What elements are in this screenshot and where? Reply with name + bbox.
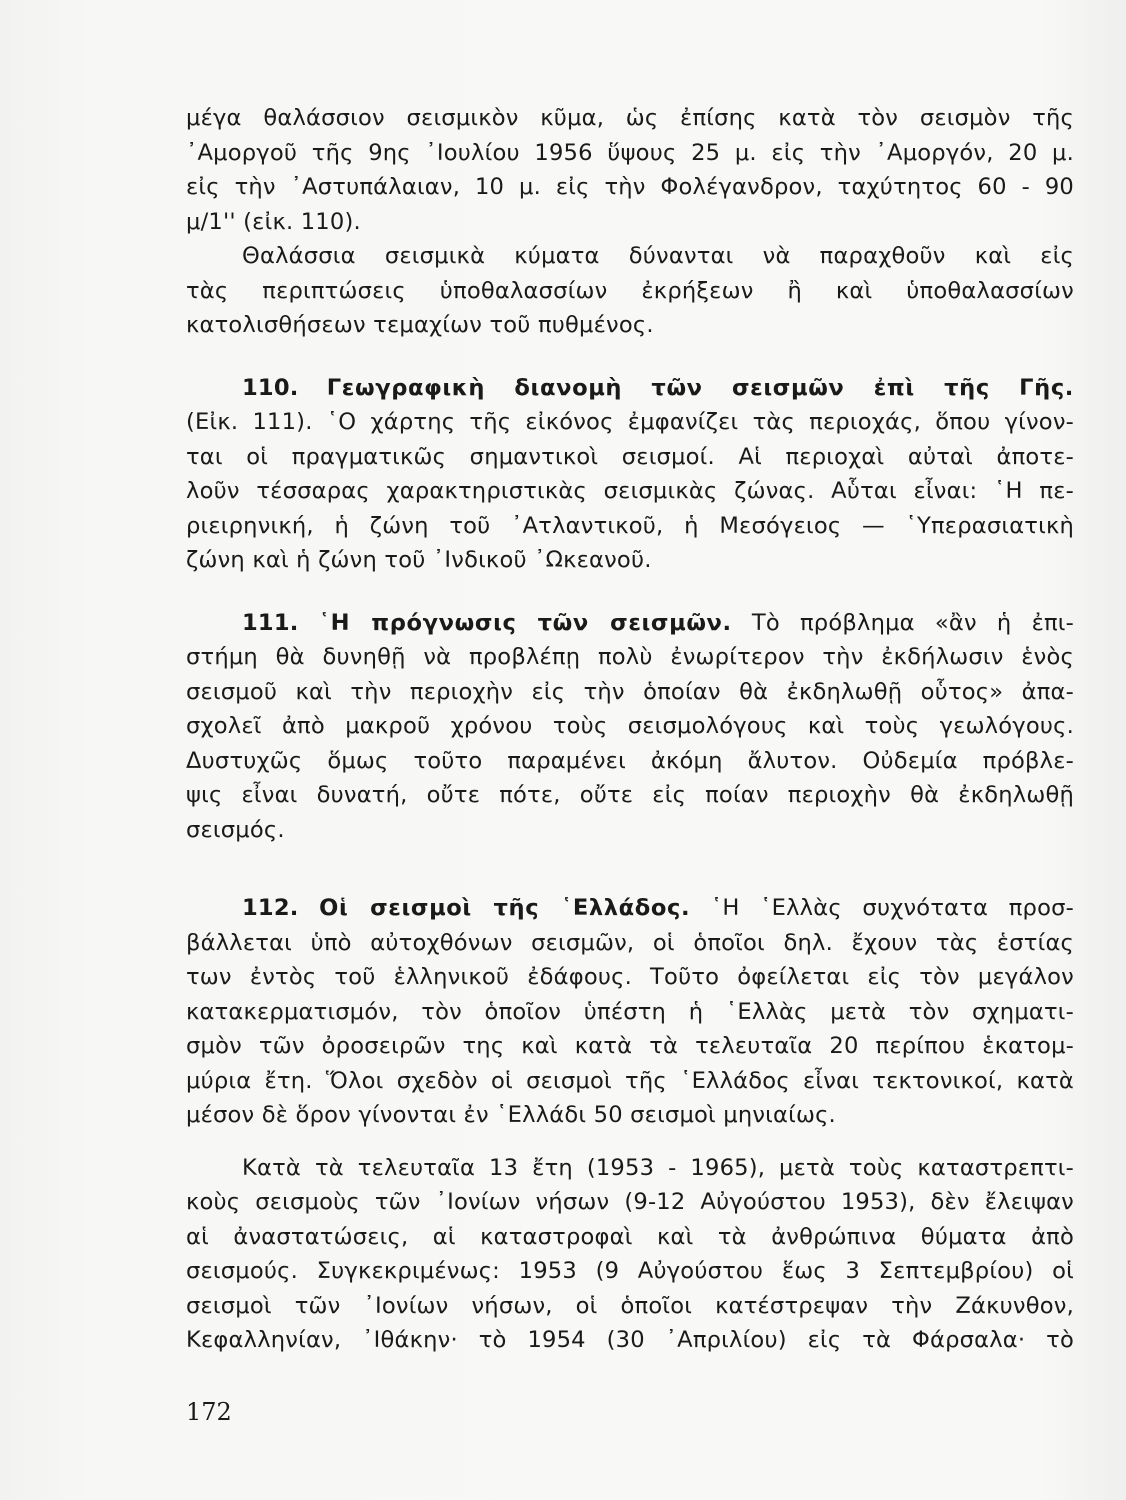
section-number: 111.	[242, 609, 299, 636]
text-line: σεισμούς. Συγκεκριμένως: 1953 (9 Αὐγούστου ἕως 3 Σεπτεμβρίου) οἱ	[186, 1258, 1074, 1284]
text-column	[186, 101, 1074, 1358]
section-first-line-rest: ῾Η ῾Ελλὰς συχνότατα προσ-	[710, 895, 1074, 921]
text-line: σμὸν τῶν ὀροσειρῶν της καὶ κατὰ τὰ τελευταῖα 20 περίπου ἑκατομ-	[186, 1033, 1074, 1059]
section-112	[186, 891, 1074, 1133]
text-line: βάλλεται ὑπὸ αὐτοχθόνων σεισμῶν, οἱ ὁποῖοι δηλ. ἔχουν τὰς ἑστίας	[186, 929, 1074, 956]
section-heading-line	[186, 371, 1074, 406]
text-line: μ/1'' (εἰκ. 110).	[186, 208, 361, 235]
text-line: τὰς περιπτώσεις ὑποθαλασσίων ἐκρήξεων ἢ καὶ ὑποθαλασσίων	[186, 277, 1074, 304]
section-first-line-rest: Τὸ πρόβλημα «ἂν ἡ ἐπι-	[751, 609, 1074, 636]
text-line: κατολισθήσεων τεμαχίων τοῦ πυθμένος.	[186, 312, 654, 338]
section-heading-line	[186, 891, 1074, 926]
text-line: (Εἰκ. 111). ῾Ο χάρτης τῆς εἰκόνος ἐμφανίζει τὰς περιοχάς, ὅπου γίνον-	[186, 409, 1074, 435]
spacer	[186, 343, 1074, 371]
section-number: 110.	[242, 374, 299, 401]
text-line: κοὺς σεισμοὺς τῶν ᾿Ιονίων νήσων (9-12 Αὐγούστου 1953), δὲν ἔλειψαν	[186, 1189, 1074, 1215]
text-line: σεισμός.	[186, 816, 285, 843]
text-line: Δυστυχῶς ὅμως τοῦτο παραμένει ἀκόμη ἄλυτον. Οὐδεμία πρόβλε-	[186, 747, 1074, 774]
paragraph-tsunami	[186, 239, 1074, 343]
text-line: λοῦν τέσσαρας χαρακτηριστικὰς σεισμικὰς ζώνας. Αὗται εἶναι: ῾Η πε-	[186, 478, 1074, 504]
text-line: σεισμοὶ τῶν ᾿Ιονίων νήσων, οἱ ὁποῖοι κατέστρεψαν τὴν Ζάκυνθον,	[186, 1292, 1074, 1319]
section-heading: Γεωγραφικὴ διανομὴ τῶν σεισμῶν ἐπὶ τῆς Γῆς.	[326, 374, 1074, 401]
text-line: σεισμοῦ καὶ τὴν περιοχὴν εἰς τὴν ὁποίαν θὰ ἐκδηλωθῇ οὗτος» ἀπα-	[186, 678, 1074, 705]
section-number: 112.	[242, 895, 299, 921]
page-number: 172	[186, 1398, 232, 1426]
spacer	[186, 847, 1074, 891]
section-110	[186, 371, 1074, 578]
text-line: μύρια ἔτη. Ὅλοι σχεδὸν οἱ σεισμοὶ τῆς ῾Ελλάδος εἶναι τεκτονικοί, κατὰ	[186, 1067, 1074, 1094]
text-line: μέσον δὲ ὅρον γίνονται ἐν ῾Ελλάδι 50 σεισμοὶ μηνιαίως.	[186, 1102, 836, 1128]
text-line: εἰς τὴν ᾿Αστυπάλαιαν, 10 μ. εἰς τὴν Φολέγανδρον, ταχύτητος 60 - 90	[186, 174, 1074, 200]
paragraph-recent-earthquakes	[186, 1151, 1074, 1358]
text-line: αἱ ἀναστατώσεις, αἱ καταστροφαὶ καὶ τὰ ἀνθρώπινα θύματα ἀπὸ	[186, 1223, 1074, 1250]
text-line: ριειρηνική, ἡ ζώνη τοῦ ᾿Ατλαντικοῦ, ἡ Μεσόγειος — ῾Υπερασιατικὴ	[186, 512, 1074, 539]
text-line: μέγα θαλάσσιον σεισμικὸν κῦμα, ὡς ἐπίσης κατὰ τὸν σεισμὸν τῆς	[186, 105, 1074, 131]
text-line: Κεφαλληνίαν, ᾿Ιθάκην· τὸ 1954 (30 ᾿Απριλίου) εἰς τὰ Φάρσαλα· τὸ	[186, 1327, 1074, 1353]
text-line: στήμη θὰ δυνηθῇ νὰ προβλέπῃ πολὺ ἐνωρίτερον τὴν ἐκδήλωσιν ἑνὸς	[186, 644, 1074, 670]
text-line: ψις εἶναι δυνατή, οὔτε πότε, οὔτε εἰς ποίαν περιοχὴν θὰ ἐκδηλωθῇ	[186, 782, 1074, 808]
text-line: ζώνη καὶ ἡ ζώνη τοῦ ᾿Ινδικοῦ ᾿Ωκεανοῦ.	[186, 547, 652, 573]
spacer	[186, 578, 1074, 606]
text-line: ται οἱ πραγματικῶς σημαντικοὶ σεισμοί. Αἱ περιοχαὶ αὐταὶ ἀποτε-	[186, 443, 1074, 470]
section-heading-line	[186, 606, 1074, 641]
text-line: ᾿Αμοργοῦ τῆς 9ης ᾿Ιουλίου 1956 ὕψους 25 μ. εἰς τὴν ᾿Αμοργόν, 20 μ.	[186, 139, 1074, 166]
text-line: σχολεῖ ἀπὸ μακροῦ χρόνου τοὺς σεισμολόγους καὶ τοὺς γεωλόγους.	[186, 713, 1074, 739]
spacer	[186, 1133, 1074, 1151]
paragraph-intro	[186, 101, 1074, 239]
text-line: Θαλάσσια σεισμικὰ κύματα δύνανται νὰ παραχθοῦν καὶ εἰς	[242, 243, 1074, 269]
text-line: κατακερματισμόν, τὸν ὁποῖον ὑπέστη ἡ ῾Ελλὰς μετὰ τὸν σχηματι-	[186, 998, 1074, 1025]
text-line: Κατὰ τὰ τελευταῖα 13 ἔτη (1953 - 1965), μετὰ τοὺς καταστρεπτι-	[242, 1154, 1074, 1181]
section-heading: ῾Η πρόγνωσις τῶν σεισμῶν.	[318, 609, 732, 636]
section-heading: Οἱ σεισμοὶ τῆς ῾Ελλάδος.	[319, 895, 691, 921]
section-111	[186, 606, 1074, 848]
text-line: των ἐντὸς τοῦ ἑλληνικοῦ ἐδάφους. Τοῦτο ὀφείλεται εἰς τὸν μεγάλον	[186, 964, 1074, 990]
